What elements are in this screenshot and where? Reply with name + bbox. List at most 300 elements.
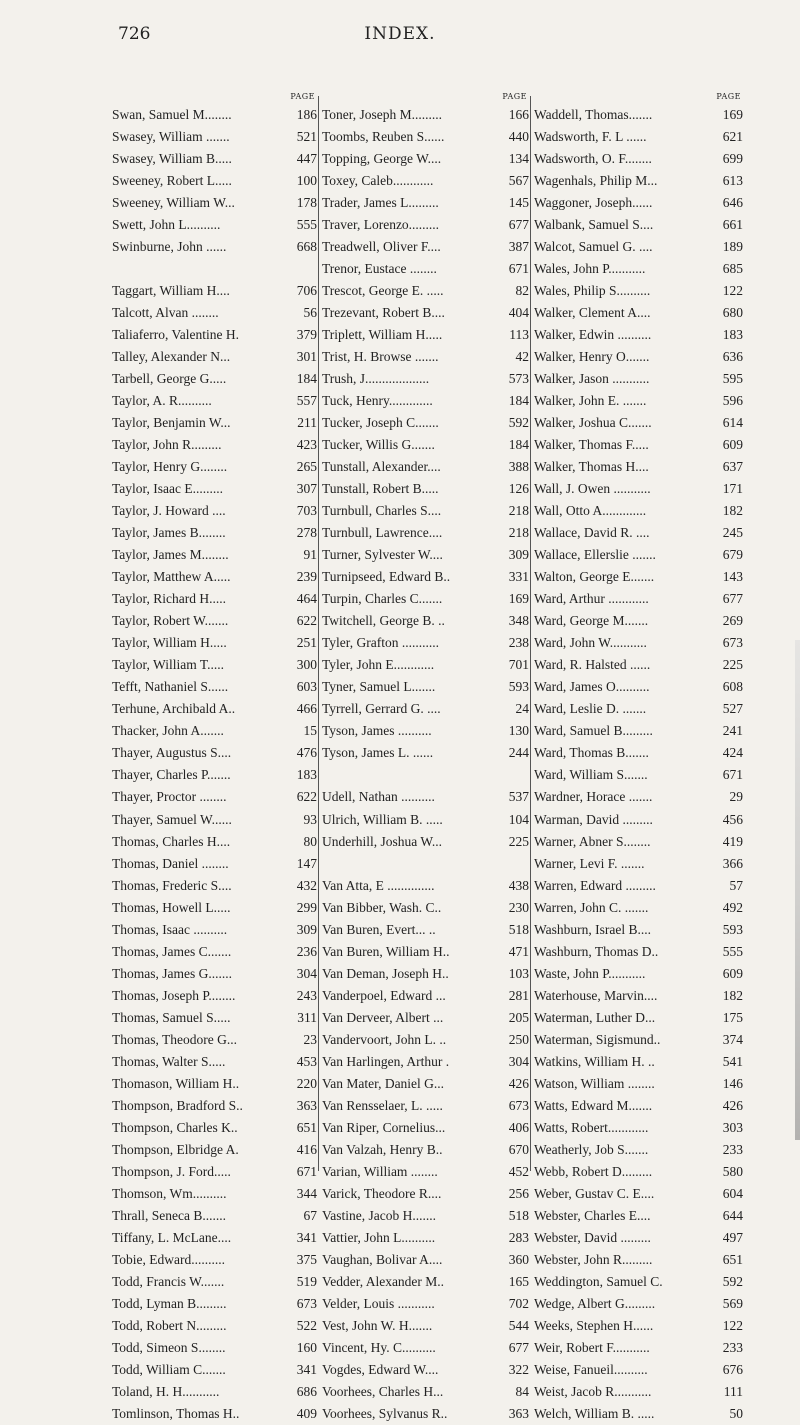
entry-name: Thomas, Daniel ........ — [112, 855, 229, 871]
index-entry — [322, 1161, 529, 1183]
index-entry — [322, 1249, 529, 1271]
entry-page: 301 — [296, 349, 317, 365]
entry-page: 269 — [722, 613, 743, 629]
entry-name: Wardner, Horace ....... — [534, 789, 653, 805]
entry-name: Thompson, Charles K.. — [112, 1119, 238, 1135]
entry-page: 685 — [722, 261, 743, 277]
index-entry — [534, 610, 743, 632]
entry-page: 651 — [296, 1119, 317, 1135]
entry-page: 379 — [296, 327, 317, 343]
entry-name: Watts, Robert............ — [534, 1119, 649, 1135]
entry-name: Ward, Arthur ............ — [534, 591, 649, 607]
entry-page: 205 — [508, 1009, 529, 1025]
entry-name: Taylor, Richard H..... — [112, 591, 226, 607]
entry-name: Weatherly, Job S....... — [534, 1141, 649, 1157]
index-entry — [112, 1315, 317, 1337]
index-entry — [112, 1117, 317, 1139]
entry-page: 184 — [508, 393, 529, 409]
entry-page: 541 — [722, 1053, 743, 1069]
entry-page: 211 — [297, 415, 317, 431]
entry-name: Tomlinson, Thomas H.. — [112, 1405, 240, 1421]
entry-name: Wadsworth, O. F........ — [534, 151, 652, 167]
entry-page: 134 — [508, 151, 529, 167]
index-entry — [322, 1205, 529, 1227]
index-entry — [112, 919, 317, 941]
page-header — [0, 24, 800, 54]
entry-page: 416 — [296, 1141, 317, 1157]
index-entry — [534, 148, 743, 170]
index-entry — [322, 1095, 529, 1117]
entry-name: Vandervoort, John L. .. — [322, 1031, 447, 1047]
index-entry — [534, 985, 743, 1007]
entry-page: 622 — [296, 613, 317, 629]
entry-page: 580 — [722, 1163, 743, 1179]
index-entry — [534, 1029, 743, 1051]
index-entry — [322, 544, 529, 566]
entry-name: Thompson, Bradford S.. — [112, 1097, 243, 1113]
index-entry — [322, 875, 529, 897]
entry-name: Vastine, Jacob H....... — [322, 1207, 436, 1223]
index-entry — [534, 1073, 743, 1095]
index-entry — [534, 588, 743, 610]
entry-name: Swinburne, John ...... — [112, 239, 227, 255]
entry-name: Welch, William B. ..... — [534, 1405, 655, 1421]
entry-name: Thacker, John A....... — [112, 723, 224, 739]
entry-name: Ward, Thomas B....... — [534, 745, 649, 761]
entry-page: 406 — [508, 1119, 529, 1135]
entry-name: Van Bibber, Wash. C.. — [322, 899, 442, 915]
entry-page: 230 — [508, 899, 529, 915]
entry-page: 555 — [296, 217, 317, 233]
entry-page: 518 — [508, 921, 529, 937]
entry-name: Thomas, Isaac .......... — [112, 921, 228, 937]
entry-name: Wagenhals, Philip M... — [534, 173, 658, 189]
index-entry — [534, 963, 743, 985]
entry-page: 636 — [722, 349, 743, 365]
entry-name: Van Rensselaer, L. ..... — [322, 1097, 443, 1113]
entry-page: 569 — [722, 1295, 743, 1311]
index-entry — [112, 742, 317, 764]
index-entry — [322, 919, 529, 941]
index-entry — [322, 566, 529, 588]
entry-name: Ward, George M....... — [534, 613, 649, 629]
entry-name: Wales, John P........... — [534, 261, 646, 277]
section-gap — [322, 764, 529, 786]
entry-page: 424 — [722, 745, 743, 761]
entry-page: 404 — [508, 305, 529, 321]
entry-name: Tyson, James L. ...... — [322, 745, 434, 761]
entry-name: Thayer, Augustus S.... — [112, 745, 232, 761]
entry-page: 225 — [722, 657, 743, 673]
entry-name: Walbank, Samuel S.... — [534, 217, 654, 233]
index-entry — [534, 875, 743, 897]
entry-name: Waddell, Thomas....... — [534, 107, 653, 122]
entry-name: Velder, Louis ........... — [322, 1295, 435, 1311]
entry-name: Varian, William ........ — [322, 1163, 438, 1179]
entry-page: 557 — [296, 393, 317, 409]
entry-name: Thayer, Samuel W...... — [112, 811, 232, 827]
entry-name: Swasey, William B..... — [112, 151, 232, 167]
index-entry — [534, 1139, 743, 1161]
entry-page: 360 — [508, 1251, 529, 1267]
entry-name: Walker, Thomas H.... — [534, 459, 649, 475]
entry-name: Todd, Lyman B......... — [112, 1295, 227, 1311]
entry-page: 84 — [515, 1383, 529, 1399]
entry-name: Tyler, John E............ — [322, 657, 435, 673]
entry-page: 82 — [515, 283, 529, 299]
entry-name: Trist, H. Browse ....... — [322, 349, 439, 365]
entry-page: 147 — [296, 855, 317, 871]
entry-name: Tucker, Willis G....... — [322, 437, 435, 453]
index-entry — [322, 1293, 529, 1315]
index-entry — [534, 831, 743, 853]
index-entry — [534, 258, 743, 280]
entry-page: 178 — [296, 195, 317, 211]
entry-name: Tunstall, Robert B..... — [322, 481, 439, 497]
entry-name: Taylor, A. R.......... — [112, 393, 212, 409]
index-entry — [322, 1117, 529, 1139]
entry-name: Waterman, Sigismund.. — [534, 1031, 661, 1047]
entry-page: 182 — [722, 987, 743, 1003]
entry-name: Van Atta, E .............. — [322, 877, 435, 893]
entry-page: 456 — [722, 811, 743, 827]
entry-page: 184 — [296, 371, 317, 387]
index-entry — [322, 698, 529, 720]
entry-page: 143 — [722, 569, 743, 585]
entry-name: Vogdes, Edward W.... — [322, 1361, 439, 1377]
index-entry — [322, 831, 529, 853]
entry-page: 671 — [508, 261, 529, 277]
entry-name: Topping, George W.... — [322, 151, 442, 167]
entry-name: Vincent, Hy. C.......... — [322, 1339, 436, 1355]
entry-page: 699 — [722, 151, 743, 167]
index-entry — [534, 1293, 743, 1315]
index-entry — [534, 522, 743, 544]
entry-page: 521 — [296, 129, 317, 145]
index-entry — [322, 236, 529, 258]
entry-name: Taylor, James M........ — [112, 547, 229, 563]
entry-page: 621 — [722, 129, 743, 145]
index-entry — [322, 324, 529, 346]
index-entry — [112, 1403, 317, 1425]
entry-page: 593 — [508, 679, 529, 695]
index-entry — [112, 214, 317, 236]
index-entry — [322, 280, 529, 302]
entry-page: 169 — [722, 107, 743, 122]
index-entry — [322, 104, 529, 126]
entry-name: Webster, David ......... — [534, 1229, 651, 1245]
page-edge-shadow — [795, 640, 800, 1140]
entry-name: Webster, John R......... — [534, 1251, 653, 1267]
entry-page: 165 — [508, 1273, 529, 1289]
index-column-2 — [322, 92, 529, 1425]
index-entry — [534, 1249, 743, 1271]
entry-name: Trush, J................... — [322, 371, 430, 387]
index-entry — [534, 324, 743, 346]
index-entry — [322, 148, 529, 170]
entry-page: 522 — [296, 1317, 317, 1333]
entry-name: Swan, Samuel M........ — [112, 107, 232, 122]
index-entry — [112, 566, 317, 588]
entry-page: 220 — [296, 1075, 317, 1091]
entry-name: Weeks, Stephen H...... — [534, 1317, 654, 1333]
entry-name: Tobie, Edward.......... — [112, 1251, 226, 1267]
index-entry — [322, 654, 529, 676]
entry-page: 145 — [508, 195, 529, 211]
entry-page: 426 — [722, 1097, 743, 1113]
index-entry — [112, 1073, 317, 1095]
entry-page: 218 — [508, 525, 529, 541]
index-entry — [112, 632, 317, 654]
index-entry — [322, 610, 529, 632]
entry-page: 236 — [296, 943, 317, 959]
index-entry — [112, 1359, 317, 1381]
entry-page: 426 — [508, 1075, 529, 1091]
entry-name: Wedge, Albert G......... — [534, 1295, 656, 1311]
entry-name: Walker, Edwin .......... — [534, 327, 652, 343]
entry-page: 419 — [722, 833, 743, 849]
entry-name: Watts, Edward M....... — [534, 1097, 653, 1113]
index-entry — [534, 1271, 743, 1293]
entry-page: 604 — [722, 1185, 743, 1201]
index-column-3 — [534, 92, 743, 1425]
entry-name: Van Deman, Joseph H.. — [322, 965, 449, 981]
entry-name: Trescot, George E. ..... — [322, 283, 444, 299]
index-entry — [322, 192, 529, 214]
entry-page: 701 — [508, 657, 529, 673]
entry-page: 603 — [296, 679, 317, 695]
index-entry — [534, 742, 743, 764]
entry-page: 592 — [722, 1273, 743, 1289]
entry-page: 309 — [508, 547, 529, 563]
index-entry — [112, 104, 317, 126]
entry-page: 103 — [508, 965, 529, 981]
entry-name: Ulrich, William B. ..... — [322, 811, 443, 827]
entry-name: Taylor, Matthew A..... — [112, 569, 231, 585]
index-entry — [534, 236, 743, 258]
index-entry — [534, 390, 743, 412]
entry-name: Thomas, Theodore G... — [112, 1031, 237, 1047]
entry-page: 453 — [296, 1053, 317, 1069]
index-entry — [534, 1007, 743, 1029]
column-divider — [530, 96, 531, 1171]
index-entry — [534, 1227, 743, 1249]
entry-page: 239 — [296, 569, 317, 585]
entry-name: Walton, George E....... — [534, 569, 655, 585]
entry-name: Thomas, Walter S..... — [112, 1053, 226, 1069]
entry-name: Talcott, Alvan ........ — [112, 305, 219, 321]
entry-page: 527 — [722, 701, 743, 717]
entry-page: 673 — [722, 635, 743, 651]
entry-page: 146 — [722, 1075, 743, 1091]
entry-name: Turnbull, Lawrence.... — [322, 525, 443, 541]
index-entry — [112, 522, 317, 544]
entry-page: 225 — [508, 833, 529, 849]
entry-page: 299 — [296, 899, 317, 915]
entry-page: 593 — [722, 921, 743, 937]
entry-name: Varick, Theodore R.... — [322, 1185, 442, 1201]
entry-name: Thayer, Proctor ........ — [112, 789, 227, 805]
entry-name: Udell, Nathan .......... — [322, 789, 435, 805]
entry-name: Walker, Thomas F..... — [534, 437, 649, 453]
entry-name: Toxey, Caleb............ — [322, 173, 434, 189]
entry-page: 300 — [296, 657, 317, 673]
entry-page: 256 — [508, 1185, 529, 1201]
index-entry — [534, 764, 743, 786]
entry-page: 544 — [508, 1317, 529, 1333]
page-number: 726 — [118, 24, 151, 44]
entry-name: Waste, John P........... — [534, 965, 646, 981]
entry-name: Toland, H. H........... — [112, 1383, 220, 1399]
index-entry — [112, 148, 317, 170]
index-entry — [112, 170, 317, 192]
entry-name: Tyner, Samuel L....... — [322, 679, 436, 695]
entry-page: 122 — [722, 283, 743, 299]
index-entry — [112, 478, 317, 500]
entry-name: Thompson, Elbridge A. — [112, 1141, 239, 1157]
entry-list — [534, 104, 743, 1425]
entry-name: Talley, Alexander N... — [112, 349, 231, 365]
entry-page: 608 — [722, 679, 743, 695]
index-entry — [322, 346, 529, 368]
index-entry — [322, 500, 529, 522]
entry-name: Taylor, Benjamin W... — [112, 415, 231, 431]
index-entry — [112, 302, 317, 324]
entry-name: Walker, Henry O....... — [534, 349, 650, 365]
entry-name: Vattier, John L.......... — [322, 1229, 436, 1245]
entry-name: Walker, Clement A.... — [534, 305, 651, 321]
index-entry — [322, 786, 529, 808]
page-title: INDEX. — [364, 24, 436, 44]
entry-name: Taylor, Isaac E......... — [112, 481, 223, 497]
entry-name: Todd, Francis W....... — [112, 1273, 225, 1289]
entry-page: 166 — [508, 107, 529, 122]
index-entry — [322, 302, 529, 324]
index-entry — [322, 1315, 529, 1337]
entry-page: 160 — [296, 1339, 317, 1355]
entry-page: 186 — [296, 107, 317, 122]
entry-name: Tyler, Grafton ........... — [322, 635, 439, 651]
entry-name: Van Buren, Evert... .. — [322, 921, 436, 937]
index-entry — [534, 368, 743, 390]
index-entry — [534, 412, 743, 434]
entry-name: Van Buren, William H.. — [322, 943, 450, 959]
entry-name: Tyrrell, Gerrard G. .... — [322, 701, 441, 717]
index-entry — [112, 280, 317, 302]
index-entry — [534, 434, 743, 456]
index-entry — [112, 544, 317, 566]
index-entry — [322, 985, 529, 1007]
index-entry — [534, 456, 743, 478]
entry-name: Swett, John L.......... — [112, 217, 221, 233]
index-entry — [112, 1205, 317, 1227]
index-entry — [112, 1051, 317, 1073]
entry-page: 613 — [722, 173, 743, 189]
entry-name: Warman, David ......... — [534, 811, 653, 827]
entry-page: 245 — [722, 525, 743, 541]
entry-page: 175 — [722, 1009, 743, 1025]
index-entry — [322, 1183, 529, 1205]
entry-name: Warren, Edward ......... — [534, 877, 656, 893]
index-entry — [112, 434, 317, 456]
entry-page: 303 — [722, 1119, 743, 1135]
entry-page: 130 — [508, 723, 529, 739]
index-entry — [112, 126, 317, 148]
index-entry — [112, 1029, 317, 1051]
entry-name: Weddington, Samuel C. — [534, 1273, 663, 1289]
index-entry — [534, 720, 743, 742]
entry-name: Tunstall, Alexander.... — [322, 459, 441, 475]
index-entry — [112, 897, 317, 919]
index-entry — [112, 588, 317, 610]
index-entry — [112, 1007, 317, 1029]
index-entry — [534, 302, 743, 324]
index-entry — [534, 1359, 743, 1381]
index-entry — [112, 676, 317, 698]
entry-page: 673 — [296, 1295, 317, 1311]
entry-name: Weist, Jacob R........... — [534, 1383, 652, 1399]
column-header: PAGE — [502, 92, 527, 101]
entry-name: Webster, Charles E.... — [534, 1207, 651, 1223]
index-entry — [534, 280, 743, 302]
entry-name: Watkins, William H. .. — [534, 1053, 655, 1069]
index-entry — [322, 720, 529, 742]
entry-page: 497 — [722, 1229, 743, 1245]
index-entry — [534, 1337, 743, 1359]
entry-page: 238 — [508, 635, 529, 651]
entry-name: Thrall, Seneca B....... — [112, 1207, 226, 1223]
index-entry — [534, 941, 743, 963]
entry-page: 661 — [722, 217, 743, 233]
index-entry — [322, 412, 529, 434]
index-entry — [112, 1271, 317, 1293]
entry-page: 244 — [508, 745, 529, 761]
entry-page: 677 — [508, 217, 529, 233]
index-entry — [534, 919, 743, 941]
index-entry — [534, 1205, 743, 1227]
entry-page: 126 — [508, 481, 529, 497]
entry-name: Taggart, William H.... — [112, 283, 230, 299]
index-entry — [534, 786, 743, 808]
entry-name: Todd, Robert N......... — [112, 1317, 227, 1333]
entry-name: Van Valzah, Henry B.. — [322, 1141, 443, 1157]
index-entry — [112, 1381, 317, 1403]
entry-page: 348 — [508, 613, 529, 629]
entry-page: 622 — [296, 789, 317, 805]
entry-page: 67 — [303, 1207, 317, 1223]
index-entry — [534, 126, 743, 148]
entry-name: Thomas, Frederic S.... — [112, 877, 232, 893]
entry-page: 91 — [303, 547, 317, 563]
entry-page: 651 — [722, 1251, 743, 1267]
entry-page: 374 — [722, 1031, 743, 1047]
index-entry — [534, 500, 743, 522]
entry-name: Walker, Jason ........... — [534, 371, 650, 387]
index-entry — [112, 698, 317, 720]
index-entry — [112, 853, 317, 875]
index-entry — [112, 875, 317, 897]
entry-page: 344 — [296, 1185, 317, 1201]
entry-name: Taylor, John R......... — [112, 437, 222, 453]
entry-page: 440 — [508, 129, 529, 145]
entry-name: Todd, William C....... — [112, 1361, 226, 1377]
index-entry — [322, 1359, 529, 1381]
entry-page: 375 — [296, 1251, 317, 1267]
entry-page: 278 — [296, 525, 317, 541]
entry-name: Van Derveer, Albert ... — [322, 1009, 444, 1025]
entry-name: Waterman, Luther D... — [534, 1009, 656, 1025]
index-entry — [322, 258, 529, 280]
